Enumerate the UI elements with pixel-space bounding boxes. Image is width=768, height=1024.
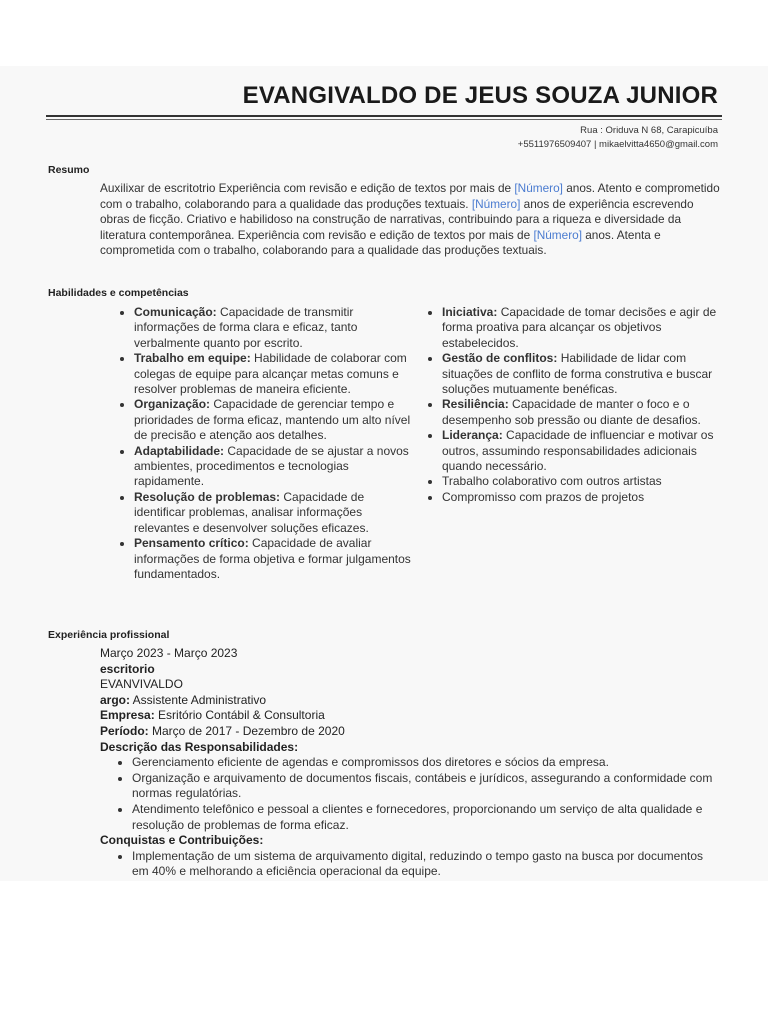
skill-label: Gestão de conflitos:: [442, 351, 558, 366]
periodo-label: Período:: [100, 723, 149, 738]
resume-page: [0, 66, 768, 881]
summary-part: Auxilixar de escritotrio Experiência com revisão e edição de textos por mais de: [100, 181, 515, 195]
placeholder-number: [Número]: [533, 227, 582, 242]
skill-item: [442, 474, 726, 489]
header-rule-thick: [46, 115, 722, 117]
skills-title: Habilidades e competências: [48, 287, 189, 299]
summary-part: anos. Atenta e comprometida com o trabalho, colaborando para a qualidade das produções textuais.: [100, 227, 661, 258]
skill-label: Trabalho em equipe:: [134, 351, 251, 366]
placeholder-number: [Número]: [471, 196, 521, 211]
responsibility-item: • Atendimento telefônico e pessoal a clientes e fornecedores, proporcionando um serviço de alta qualidade e resolução de problemas de forma eficaz.: [132, 802, 720, 833]
empresa-value: Esritório Contábil & Consultoria: [154, 708, 325, 723]
empresa-label: Empresa:: [100, 708, 155, 723]
contact-info: [518, 124, 718, 152]
experience-empresa: [100, 708, 720, 724]
summary-text: [100, 181, 720, 259]
skill-text: Capacidade de manter o foco e o desempenho sob pressão ou diante de desafios.: [442, 397, 701, 427]
skill-text: Capacidade de se ajustar a novos ambientes, procedimentos e tecnologias rapidamente.: [134, 443, 409, 489]
skill-item: [134, 444, 416, 490]
skill-label: Pensamento crítico:: [134, 536, 249, 551]
phone-email: +5511976509407 | mikaelvitta4650@gmail.com: [517, 139, 718, 150]
skill-text: Compromisso com prazos de projetos: [442, 489, 645, 504]
skill-item: [442, 351, 726, 397]
skill-text: Capacidade de avaliar informações de forma objetiva e formar julgamentos fundamentados.: [134, 536, 411, 581]
experience-cargo: [100, 693, 720, 709]
summary-part: anos de experiência escrevendo obras de ficção. Criativo e habilidoso na construção de narrativas, contribuindo para a riqueza e diversidade da literatura contemporânea. Experiência com revisão e edição de textos por mais de: [100, 196, 694, 242]
skill-item: [134, 490, 416, 536]
experience-company: EVANVIVALDO: [100, 677, 183, 692]
summary-part: anos. Atento e comprometido com o trabalho, colaborando para a qualidade das produções textuais.: [100, 181, 720, 211]
skills-list-left: [102, 305, 416, 582]
achievements-list: [100, 849, 720, 880]
skill-item: [134, 305, 416, 351]
placeholder-number: [Número]: [514, 181, 563, 195]
experience-periodo: [100, 724, 720, 740]
responsibility-item: • Organização e arquivamento de documentos fiscais, contábeis e jurídicos, assegurando a conformidade com normas regulatórias.: [132, 771, 720, 802]
skill-label: Liderança:: [442, 428, 503, 443]
skill-label: Iniciativa:: [442, 305, 498, 319]
skill-text: Capacidade de gerenciar tempo e prioridades de forma eficaz, mantendo um alto nível de precisão e atenção aos detalhes.: [134, 397, 411, 443]
skill-item: [134, 536, 416, 582]
skill-text: Trabalho colaborativo com outros artistas: [442, 474, 662, 489]
skill-item: [442, 490, 726, 505]
skill-text: Capacidade de influenciar e motivar os outros, assumindo responsabilidades adicionais quando necessário.: [442, 428, 714, 474]
skill-text: Capacidade de tomar decisões e agir de forma proativa para alcançar os objetivos estabelecidos.: [442, 305, 717, 350]
periodo-value: Março de 2017 - Dezembro de 2020: [148, 723, 345, 738]
skill-label: Resolução de problemas:: [134, 489, 281, 504]
achievements-title: Conquistas e Contribuições:: [100, 833, 264, 848]
skill-item: [134, 351, 416, 397]
cargo-value: Assistente Administrativo: [130, 692, 267, 707]
skill-item: [442, 305, 726, 351]
experience-date: Março 2023 - Março 2023: [100, 646, 238, 660]
experience-entry: [100, 646, 720, 880]
skill-label: Organização:: [134, 397, 211, 412]
skill-item: [134, 397, 416, 443]
responsibilities-list: [100, 755, 720, 833]
summary-title: Resumo: [48, 164, 90, 176]
skill-item: [442, 397, 726, 428]
experience-role: escritorio: [100, 661, 155, 676]
skill-text: Habilidade de lidar com situações de conflito de forma construtiva e buscar soluções mutuamente benéficas.: [442, 351, 713, 397]
achievement-item: • Implementação de um sistema de arquivamento digital, reduzindo o tempo gasto na busca por documentos em 40% e melhorando a eficiência operacional da equipe.: [132, 849, 720, 880]
skill-label: Resiliência:: [442, 397, 509, 412]
responsibilities-title: Descrição das Responsabilidades:: [100, 739, 299, 754]
experience-title: Experiência profissional: [48, 629, 170, 641]
candidate-name: EVANGIVALDO DE JEUS SOUZA JUNIOR: [242, 82, 718, 109]
responsibility-item: • Gerenciamento eficiente de agendas e compromissos dos diretores e sócios da empresa.: [132, 755, 720, 771]
skill-text: Capacidade de identificar problemas, analisar informações relevantes e desenvolver soluções eficazes.: [134, 489, 369, 535]
skill-label: Comunicação:: [134, 305, 217, 319]
skill-text: Habilidade de colaborar com colegas de equipe para alcançar metas comuns e resolver problemas de maneira eficiente.: [134, 351, 407, 397]
skill-item: [442, 428, 726, 474]
skill-label: Adaptabilidade:: [134, 443, 225, 458]
cargo-label: argo:: [100, 692, 130, 707]
skills-list-right: [410, 305, 726, 505]
header-rule-thin: [46, 119, 722, 120]
skill-text: Capacidade de transmitir informações de forma clara e eficaz, tanto verbalmente quanto por escrito.: [134, 305, 358, 350]
address: Rua : Oriduva N 68, Carapicuíba: [580, 125, 718, 136]
